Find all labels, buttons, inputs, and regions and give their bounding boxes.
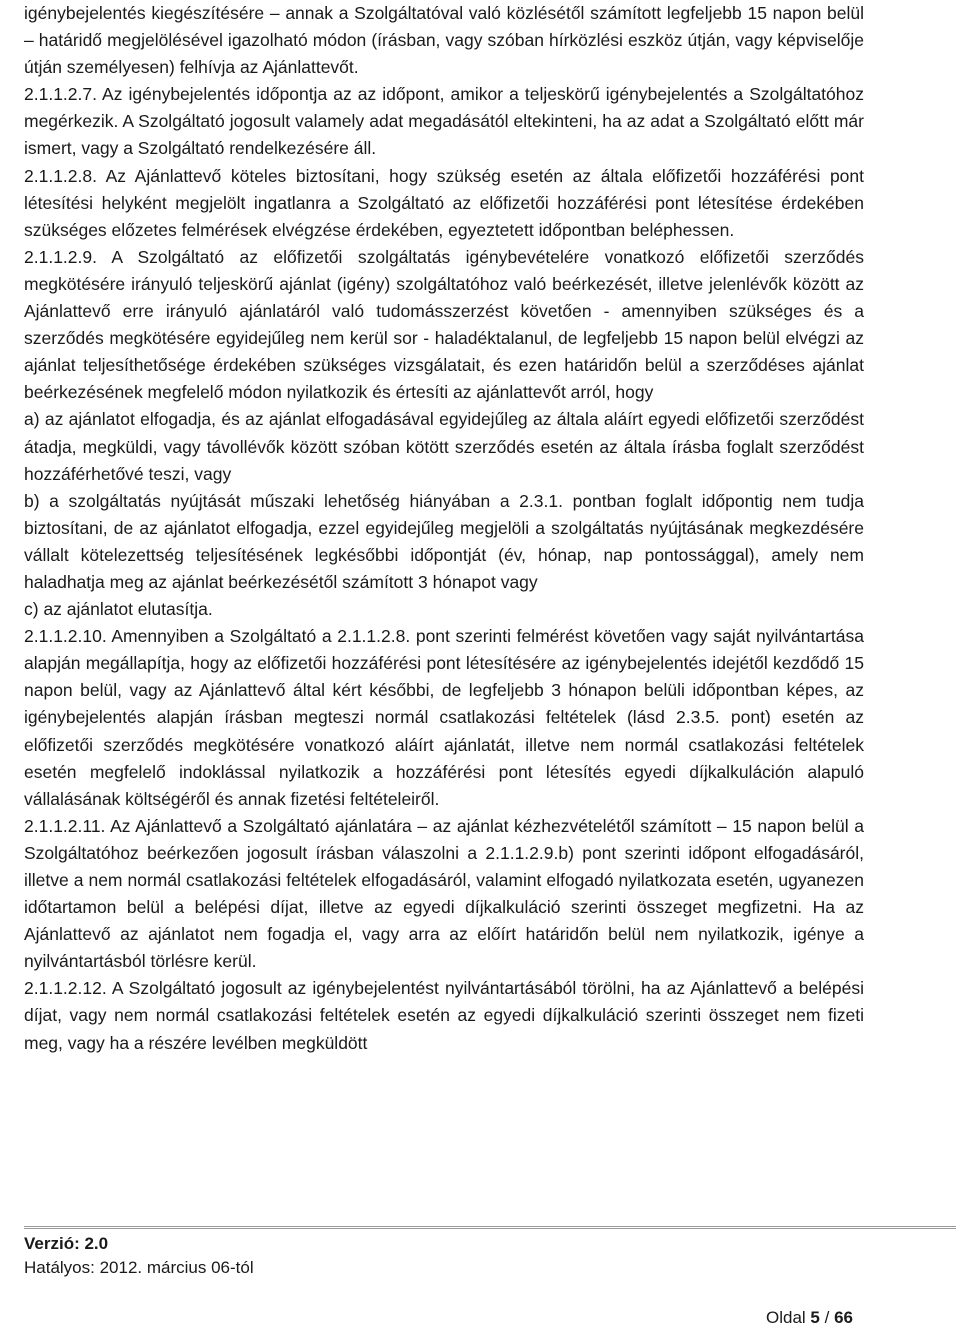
paragraph-2-1-1-2-9: 2.1.1.2.9. A Szolgáltató az előfizetői szolgáltatás igénybevételére vonatkozó előfizetői szerződés megkötésére irányuló teljeskörű ajánlat (igény) szolgáltatóhoz való beérkezését, illetve jelenlévők között az Ajánlattevő erre irányuló ajánlatáról való tudomásszerzést követően - amennyiben szükséges és a szerződés megkötésére egyidejűleg nem kerül sor - haladéktalanul, de legfeljebb 15 napon belül elvégzi az ajánlat teljesíthetősége érdekében szükséges vizsgálatait, és ezen határidőn belül a szerződéses ajánlat beérkezésének megfelelő módon nyilatkozik és értesíti az ajánlattevőt arról, hogy	[24, 246, 864, 403]
body-text	[24, 0, 864, 1057]
paragraph-2-1-1-2-7: 2.1.1.2.7. Az igénybejelentés időpontja az az időpont, amikor a teljeskörű igénybejelentés a Szolgáltatóhoz megérkezik. A Szolgáltató jogosult valamely adat megadásától eltekinteni, ha az adat a Szolgáltató előtt már ismert, vagy a Szolgáltató rendelkezésére áll.	[24, 84, 864, 159]
footer-divider	[24, 1226, 956, 1229]
footer	[24, 1232, 924, 1280]
version-label: Verzió: 2.0	[24, 1234, 109, 1253]
paragraph-2-1-1-2-11: 2.1.1.2.11. Az Ajánlattevő a Szolgáltató ajánlatára – az ajánlat kézhezvételétől számított – 15 napon belül a Szolgáltatóhoz beérkezően jogosult írásban válaszolni a 2.1.1.2.9.b) pont szerinti időpont elfogadásáról, illetve a nem normál csatlakozási feltételek elfogadásáról, valamint elfogadó nyilatkozata esetén, ugyanezen időtartamon belül a belépési díjat, illetve az egyedi díjkalkuláció szerinti összeget megfizetni. Ha az Ajánlattevő az ajánlatot nem fogadja el, vagy arra az előírt határidőn belül nem nyilatkozik, igénye a nyilvántartásból törlésre kerül.	[24, 815, 864, 972]
current-page: 5	[810, 1308, 820, 1327]
list-item-b: b) a szolgáltatás nyújtását műszaki lehetőség hiányában a 2.3.1. pontban foglalt időpontig nem tudja biztosítani, de az ajánlatot elfogadja, ezzel egyidejűleg megjelöli a szolgáltatás nyújtásának megkezdésére vállalt kötelezettség teljesítésének legkésőbbi időpontját (év, hónap, nap pontossággal), amely nem haladhatja meg az ajánlat beérkezésétől számított 3 hónapot vagy	[24, 490, 864, 592]
page-number	[766, 1308, 853, 1328]
effective-date: Hatályos: 2012. március 06-tól	[24, 1258, 254, 1277]
paragraph-2-1-1-2-8: 2.1.1.2.8. Az Ajánlattevő köteles biztosítani, hogy szükség esetén az általa előfizetői hozzáférési pont létesítési helyként megjelölt ingatlanra a Szolgáltató az előfizetői hozzáférési pont létesítése érdekében szükséges előzetes felmérések elvégzése érdekében, egyeztetett időpontban beléphessen.	[24, 165, 864, 240]
list-item-a: a) az ajánlatot elfogadja, és az ajánlat elfogadásával egyidejűleg az általa aláírt egyedi előfizetői szerződést átadja, megküldi, vagy távollévők között szóban kötött szerződés esetén az általa írásba foglalt szerződést hozzáférhetővé teszi, vagy	[24, 409, 864, 484]
paragraph-2-1-1-2-10: 2.1.1.2.10. Amennyiben a Szolgáltató a 2.1.1.2.8. pont szerinti felmérést követően vagy saját nyilvántartása alapján megállapítja, hogy az előfizetői hozzáférési pont létesítésére az igénybejelentés idejétől kezdődő 15 napon belül, vagy az Ajánlattevő által kért későbbi, de legfeljebb 3 hónapon belüli időpontban képes, az igénybejelentés alapján írásban megteszi normál csatlakozási feltételek (lásd 2.3.5. pont) esetén az előfizetői szerződés megkötésére vonatkozó aláírt ajánlatát, illetve nem normál csatlakozási feltételek esetén megfelelő indoklással nyilatkozik a hozzáférési pont létesítés egyedi díjkalkuláción alapuló vállalásának költségéről és annak fizetési feltételeiről.	[24, 626, 864, 809]
paragraph-continuation: igénybejelentés kiegészítésére – annak a Szolgáltatóval való közlésétől számított legfeljebb 15 napon belül – határidő megjelölésével igazolható módon (írásban, vagy szóban hírközlési eszköz útján, vagy képviselője útján személyesen) felhívja az Ajánlattevőt.	[24, 3, 864, 78]
total-pages: 66	[834, 1308, 853, 1327]
paragraph-2-1-1-2-12: 2.1.1.2.12. A Szolgáltató jogosult az igénybejelentést nyilvántartásából törölni, ha az Ajánlattevő a belépési díjat, vagy nem normál csatlakozási feltételek esetén az egyedi díjkalkuláció szerinti összeget nem fizeti meg, vagy ha a részére levélben megküldött	[24, 978, 864, 1053]
list-item-c: c) az ajánlatot elutasítja.	[24, 599, 213, 620]
page-prefix: Oldal	[766, 1308, 806, 1327]
page-separator: /	[819, 1308, 835, 1327]
